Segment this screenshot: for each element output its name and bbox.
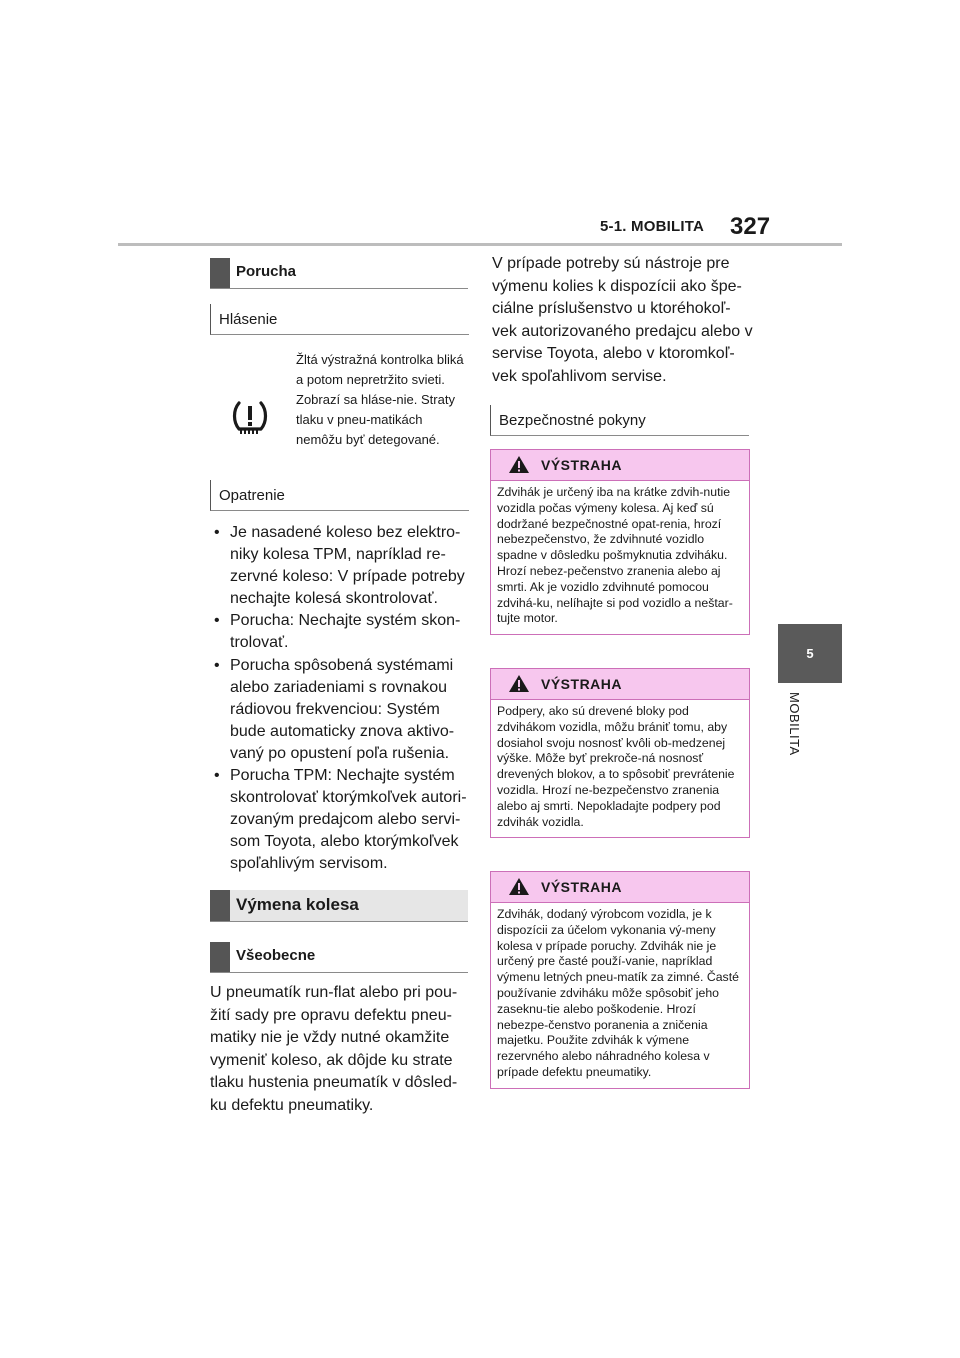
warning-title: VÝSTRAHA — [541, 676, 623, 692]
vseobecne-paragraph: U pneumatík run-flat alebo pri pou-žití sady pre opravu defektu pneu-matiky nie je vždy nutné okamžite vymeniť koleso, ak dôjde ku strate tlaku hustenia pneumatík v dôsled-ku defektu pneumatiky. — [210, 984, 458, 1114]
page-number: 327 — [730, 213, 771, 240]
warning-triangle-icon — [508, 674, 530, 693]
warning-title: VÝSTRAHA — [541, 879, 623, 895]
warning-box — [490, 871, 750, 1089]
vseobecne-heading — [210, 942, 468, 973]
list-item: • Porucha TPM: Nechajte systém skontrolovať ktorýmkoľvek autori-zovaným predajcom alebo servi-som Toyota, alebo ktorýmkoľvek spoľahlivým servisom. — [210, 765, 470, 875]
hlasenie-heading-text: Hlásenie — [219, 311, 278, 328]
header-divider — [118, 243, 842, 246]
tools-paragraph: V prípade potreby sú nástroje pre výmenu kolies k dispozícii ako špe-ciálne príslušenstvo u ktoréhokoľ-vek autorizovaného predajcu alebo v servise Toyota, alebo v ktoromkoľ-vek spoľahlivom servise. — [492, 255, 753, 385]
safety-heading — [490, 405, 749, 436]
warning-text: Podpery, ako sú drevené bloky pod zdvihákom vozidla, môžu brániť tomu, aby dosiahol svoju nosnosť kvôli ob-medzenej výške. Môže byť prekroče-ná nosnosť drevených blokov, a to spôsobiť prevrátenie vozidla. Hrozí ne-bezpečenstvo zranenia alebo aj smrti. Nepokladajte podpery pod zdvihák vozidla. — [497, 704, 735, 829]
porucha-heading-text: Porucha — [236, 263, 297, 280]
chapter-tab: 5 — [778, 624, 842, 683]
warning-text: Zdvihák je určený iba na krátke zdvih-nutie vozidla počas výmeny kolesa. Aj keď sú dodržané bezpečnostné opat-renia, hrozí nebezpečenstvo, že zdvihnuté vozidlo spadne v dôsledku pošmyknutia zdviháku. Hrozí nebez-pečenstvo zranenia alebo aj smrti. Ak je vozidlo zdvihnuté pomocou zdvihá-ku, nelíhajte si pod vozidlo a neštar-tujte motor. — [497, 485, 733, 626]
hlasenie-heading — [210, 304, 469, 335]
list-item: • Porucha: Nechajte systém skon-trolovať. — [210, 610, 470, 654]
vymena-kolesa-heading — [210, 890, 468, 922]
chapter-label: MOBILITA — [787, 692, 802, 756]
measures-list — [210, 522, 470, 876]
warning-triangle-icon — [508, 455, 530, 474]
warning-box — [490, 449, 750, 635]
warning-title: VÝSTRAHA — [541, 457, 623, 473]
opatrenie-heading — [210, 480, 469, 511]
tpms-message-text: Žltá výstražná kontrolka bliká a potom nepretržito svieti. Zobrazí sa hláse-nie. Straty tlaku v pneu-matikách nemôžu byť detegované. — [296, 352, 464, 447]
safety-heading-text: Bezpečnostné pokyny — [499, 412, 646, 429]
warning-triangle-icon — [508, 877, 530, 896]
tire-pressure-warning-icon — [230, 398, 270, 438]
list-item: • Porucha spôsobená systémami alebo zariadeniami s rovnakou rádiovou frekvenciou: Systém bude automaticky znova aktivo-vaný po opustení poľa rušenia. — [210, 655, 470, 765]
vseobecne-heading-text: Všeobecne — [236, 947, 316, 964]
porucha-heading — [210, 258, 468, 289]
vymena-kolesa-heading-text: Výmena kolesa — [236, 895, 359, 914]
list-item: • Je nasadené koleso bez elektro-niky kolesa TPM, napríklad re-zervné koleso: V prípade potreby nechajte kolesá skontrolovať. — [210, 522, 470, 610]
section-title: 5-1. MOBILITA — [600, 218, 704, 235]
warning-box — [490, 668, 750, 838]
warning-text: Zdvihák, dodaný výrobcom vozidla, je k dispozícii za účelom vykonania vý-meny kolesa v prípade poruchy. Zdvihák nie je určený pre časté použí-vanie, napríklad výmenu letných pneu-matík za zimné. Časté používanie zdviháku môže spôsobiť jeho zaseknu-tie alebo poškodenie. Hrozí nebezpe-čenstvo poranenia a zničenia majetku. Použite zdvihák k výmene rezervného alebo náhradného kolesa v prípade defektu pneumatiky. — [497, 907, 739, 1079]
opatrenie-heading-text: Opatrenie — [219, 487, 285, 504]
